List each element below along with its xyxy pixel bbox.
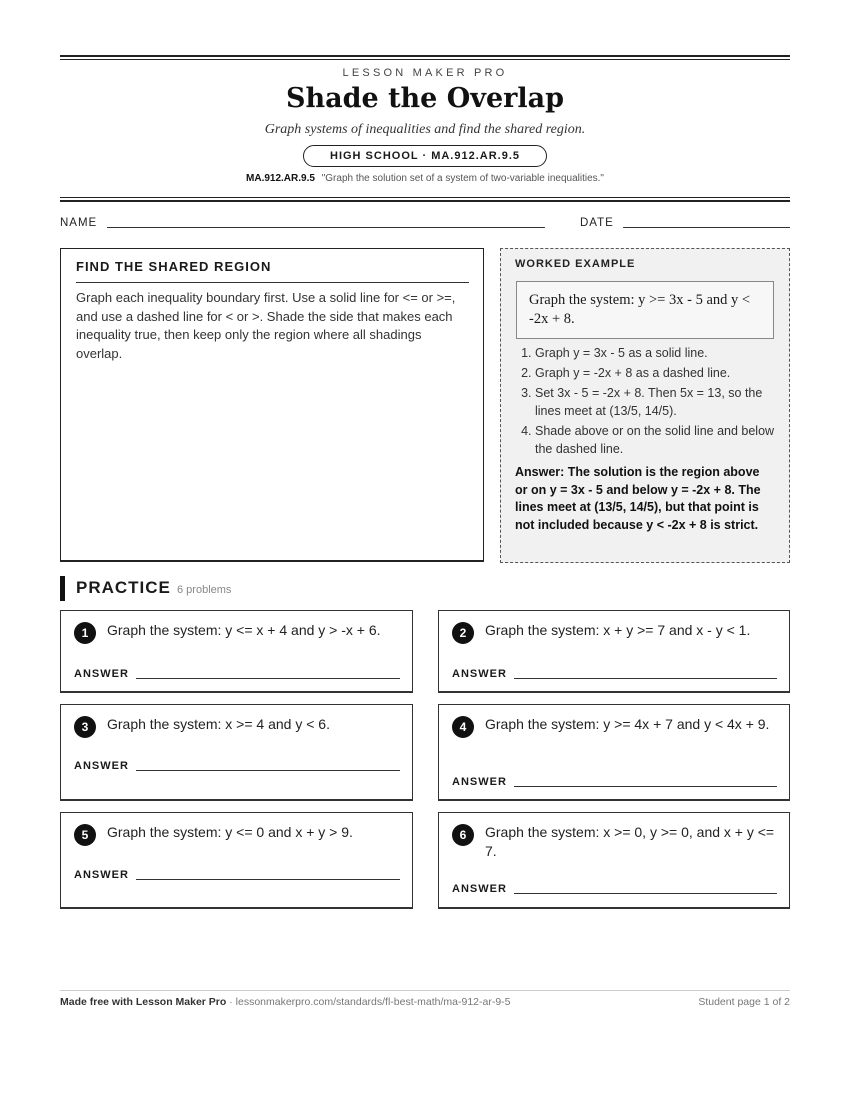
example-problem: Graph the system: y >= 3x - 5 and y < -2x + 8. [516, 281, 774, 339]
footer-made-with: Made free with Lesson Maker Pro [60, 996, 227, 1008]
answer-label: ANSWER [452, 883, 507, 895]
answer-line[interactable] [136, 770, 400, 771]
top-rule-thin [60, 59, 790, 60]
name-label: NAME [60, 217, 98, 229]
practice-accent-bar [60, 576, 65, 601]
standard-line [0, 173, 850, 184]
footer-url[interactable]: · lessonmakerpro.com/standards/fl-best-math/ma-912-ar-9-5 [229, 996, 511, 1008]
problem-text: Graph the system: x + y >= 7 and x - y < 1. [485, 622, 751, 638]
instructions-divider [76, 282, 469, 283]
problem-number-badge: 1 [74, 622, 96, 644]
standard-text: "Graph the solution set of a system of two-variable inequalities." [321, 173, 604, 184]
problem-card-6 [438, 812, 790, 909]
answer-label: ANSWER [74, 869, 129, 881]
date-field-line[interactable] [623, 227, 790, 228]
answer-line[interactable] [514, 678, 777, 679]
header-bottom-rule-thick [60, 200, 790, 202]
problem-card-4 [438, 704, 790, 801]
answer-line[interactable] [514, 786, 777, 787]
worked-example-box [500, 248, 790, 563]
problem-text: Graph the system: y <= 0 and x + y > 9. [107, 824, 353, 840]
practice-count: 6 problems [177, 584, 232, 596]
brand-name: LESSON MAKER PRO [342, 67, 508, 79]
level-pill: HIGH SCHOOL · MA.912.AR.9.5 [303, 145, 547, 167]
example-step: 1. Graph y = 3x - 5 as a solid line. [535, 344, 777, 362]
answer-label: ANSWER [74, 760, 129, 772]
problem-number-badge: 2 [452, 622, 474, 644]
problem-number-badge: 5 [74, 824, 96, 846]
page-subtitle: Graph systems of inequalities and find the shared region. [264, 122, 586, 137]
example-step: 2. Graph y = -2x + 8 as a dashed line. [535, 364, 777, 382]
footer-divider [60, 990, 790, 991]
example-step: 4. Shade above or on the solid line and below the dashed line. [535, 422, 777, 458]
instructions-body: Graph each inequality boundary first. Use a solid line for <= or >=, and use a dashed line for < or >. Shade the side that makes each inequality true, then keep only the region where all shadings overlap. [76, 290, 456, 361]
problem-number-badge: 3 [74, 716, 96, 738]
answer-line[interactable] [136, 678, 400, 679]
header-bottom-rule-thin [60, 197, 790, 198]
problem-text: Graph the system: y <= x + 4 and y > -x + 6. [107, 622, 381, 638]
answer-line[interactable] [514, 893, 777, 894]
example-steps [515, 344, 777, 460]
problem-card-1 [60, 610, 413, 693]
answer-label: ANSWER [74, 668, 129, 680]
page-title: Shade the Overlap [285, 83, 564, 114]
problem-text: Graph the system: x >= 4 and y < 6. [107, 716, 330, 732]
footer-credit [60, 996, 511, 1008]
top-rule-thick [60, 55, 790, 57]
answer-line[interactable] [136, 879, 400, 880]
problem-text: Graph the system: y >= 4x + 7 and y < 4x + 9. [485, 716, 770, 732]
answer-label: ANSWER [452, 776, 507, 788]
problem-number-badge: 6 [452, 824, 474, 846]
instructions-box [60, 248, 484, 562]
footer-page-number: Student page 1 of 2 [698, 996, 790, 1008]
instructions-heading: FIND THE SHARED REGION [76, 259, 272, 274]
answer-label: ANSWER [452, 668, 507, 680]
problem-text: Graph the system: x >= 0, y >= 0, and x + y <= 7. [485, 824, 775, 859]
example-step: 3. Set 3x - 5 = -2x + 8. Then 5x = 13, so the lines meet at (13/5, 14/5). [535, 384, 777, 420]
worked-example-heading: WORKED EXAMPLE [515, 258, 636, 270]
problem-number-badge: 4 [452, 716, 474, 738]
problem-card-3 [60, 704, 413, 801]
problem-card-5 [60, 812, 413, 909]
standard-code: MA.912.AR.9.5 [246, 173, 315, 184]
practice-title: PRACTICE [76, 578, 171, 597]
name-field-line[interactable] [107, 227, 545, 228]
problem-card-2 [438, 610, 790, 693]
date-label: DATE [580, 217, 614, 229]
example-answer: Answer: The solution is the region above or on y = 3x - 5 and below y = -2x + 8. The lines meet at (13/5, 14/5), but that point is not included because y < -2x + 8 is strict. [515, 465, 761, 532]
